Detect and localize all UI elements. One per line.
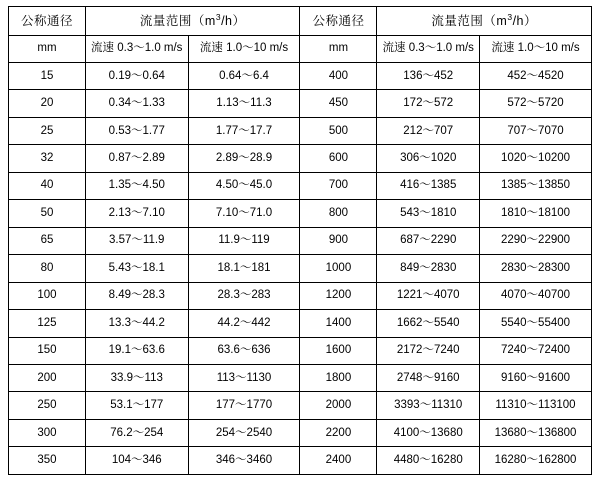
table-header xyxy=(9,7,592,63)
cell-low-left: 3.57～11.9 xyxy=(85,227,188,254)
cell-high-right: 1385～13850 xyxy=(480,172,592,199)
cell-low-left: 1.35～4.50 xyxy=(85,172,188,199)
table-row xyxy=(9,337,592,364)
cell-low-right: 687～2290 xyxy=(377,227,480,254)
cell-low-right: 4480～16280 xyxy=(377,447,480,475)
table-row xyxy=(9,172,592,199)
cell-dn-left: 65 xyxy=(9,227,86,254)
cell-dn-left: 25 xyxy=(9,117,86,144)
cell-high-left: 63.6～636 xyxy=(188,337,300,364)
table-row xyxy=(9,447,592,475)
cell-high-right: 2290～22900 xyxy=(480,227,592,254)
header-unit-mm-left: mm xyxy=(9,36,86,63)
table-row xyxy=(9,392,592,419)
cell-low-right: 2748～9160 xyxy=(377,364,480,391)
cell-low-right: 849～2830 xyxy=(377,255,480,282)
cell-high-left: 28.3～283 xyxy=(188,282,300,309)
cell-dn-left: 40 xyxy=(9,172,86,199)
cell-low-right: 416～1385 xyxy=(377,172,480,199)
cell-dn-right: 1000 xyxy=(300,255,377,282)
cell-low-left: 2.13～7.10 xyxy=(85,200,188,227)
cell-high-right: 7240～72400 xyxy=(480,337,592,364)
cell-dn-right: 450 xyxy=(300,90,377,117)
cell-low-right: 3393～11310 xyxy=(377,392,480,419)
cell-low-right: 1221～4070 xyxy=(377,282,480,309)
table-row xyxy=(9,419,592,446)
cell-high-right: 16280～162800 xyxy=(480,447,592,475)
header-flow-range-right-prefix: 流量范围（m xyxy=(431,13,508,28)
header-row-main xyxy=(9,7,592,36)
table-body xyxy=(9,63,592,475)
header-flow-range-left-sup: 3 xyxy=(215,11,222,22)
table-row xyxy=(9,90,592,117)
table-row xyxy=(9,117,592,144)
table-row xyxy=(9,310,592,337)
cell-dn-left: 32 xyxy=(9,145,86,172)
cell-dn-left: 300 xyxy=(9,419,86,446)
cell-low-right: 136～452 xyxy=(377,63,480,90)
cell-dn-left: 100 xyxy=(9,282,86,309)
cell-dn-right: 1400 xyxy=(300,310,377,337)
cell-high-right: 1810～18100 xyxy=(480,200,592,227)
cell-low-left: 0.53～1.77 xyxy=(85,117,188,144)
header-flow-range-right xyxy=(377,7,592,36)
header-speed-low-right: 流速 0.3～1.0 m/s xyxy=(377,36,480,63)
cell-low-right: 1662～5540 xyxy=(377,310,480,337)
cell-dn-left: 20 xyxy=(9,90,86,117)
cell-dn-left: 80 xyxy=(9,255,86,282)
cell-dn-right: 700 xyxy=(300,172,377,199)
cell-dn-left: 150 xyxy=(9,337,86,364)
cell-low-right: 543～1810 xyxy=(377,200,480,227)
cell-high-right: 452～4520 xyxy=(480,63,592,90)
cell-dn-right: 1800 xyxy=(300,364,377,391)
header-unit-mm-right: mm xyxy=(300,36,377,63)
header-flow-range-left-suffix: /h） xyxy=(221,13,246,28)
cell-high-left: 1.13～11.3 xyxy=(188,90,300,117)
cell-high-left: 177～1770 xyxy=(188,392,300,419)
table-row xyxy=(9,282,592,309)
cell-dn-right: 800 xyxy=(300,200,377,227)
cell-high-left: 44.2～442 xyxy=(188,310,300,337)
cell-low-left: 8.49～28.3 xyxy=(85,282,188,309)
cell-high-right: 1020～10200 xyxy=(480,145,592,172)
table-row xyxy=(9,200,592,227)
table-row xyxy=(9,364,592,391)
cell-high-right: 5540～55400 xyxy=(480,310,592,337)
table-row xyxy=(9,63,592,90)
header-flow-range-left xyxy=(85,7,300,36)
cell-dn-left: 125 xyxy=(9,310,86,337)
cell-low-left: 5.43～18.1 xyxy=(85,255,188,282)
flow-range-table xyxy=(8,6,592,475)
cell-dn-right: 2400 xyxy=(300,447,377,475)
cell-dn-right: 2200 xyxy=(300,419,377,446)
cell-dn-right: 1600 xyxy=(300,337,377,364)
header-nominal-diameter-left: 公称通径 xyxy=(9,7,86,36)
cell-high-right: 13680～136800 xyxy=(480,419,592,446)
cell-dn-left: 350 xyxy=(9,447,86,475)
cell-high-left: 7.10～71.0 xyxy=(188,200,300,227)
header-nominal-diameter-right: 公称通径 xyxy=(300,7,377,36)
cell-low-left: 53.1～177 xyxy=(85,392,188,419)
cell-low-left: 0.87～2.89 xyxy=(85,145,188,172)
cell-dn-right: 900 xyxy=(300,227,377,254)
header-flow-range-right-suffix: /h） xyxy=(512,13,537,28)
cell-high-left: 113～1130 xyxy=(188,364,300,391)
cell-dn-right: 1200 xyxy=(300,282,377,309)
cell-low-left: 13.3～44.2 xyxy=(85,310,188,337)
cell-low-right: 4100～13680 xyxy=(377,419,480,446)
table-row xyxy=(9,227,592,254)
cell-low-right: 212～707 xyxy=(377,117,480,144)
cell-high-left: 2.89～28.9 xyxy=(188,145,300,172)
cell-high-right: 4070～40700 xyxy=(480,282,592,309)
cell-dn-right: 2000 xyxy=(300,392,377,419)
header-flow-range-right-sup: 3 xyxy=(507,11,513,22)
cell-low-right: 172～572 xyxy=(377,90,480,117)
cell-low-left: 33.9～113 xyxy=(85,364,188,391)
header-flow-range-left-prefix: 流量范围（m xyxy=(139,13,216,28)
cell-dn-left: 50 xyxy=(9,200,86,227)
cell-dn-right: 500 xyxy=(300,117,377,144)
table-row xyxy=(9,145,592,172)
cell-dn-left: 15 xyxy=(9,63,86,90)
cell-high-left: 18.1～181 xyxy=(188,255,300,282)
header-row-sub xyxy=(9,36,592,63)
cell-high-left: 0.64～6.4 xyxy=(188,63,300,90)
cell-dn-right: 400 xyxy=(300,63,377,90)
cell-low-left: 104～346 xyxy=(85,447,188,475)
cell-low-left: 76.2～254 xyxy=(85,419,188,446)
cell-low-left: 0.34～1.33 xyxy=(85,90,188,117)
cell-high-right: 572～5720 xyxy=(480,90,592,117)
cell-low-left: 19.1～63.6 xyxy=(85,337,188,364)
cell-high-right: 707～7070 xyxy=(480,117,592,144)
cell-dn-left: 250 xyxy=(9,392,86,419)
cell-dn-right: 600 xyxy=(300,145,377,172)
header-speed-high-right: 流速 1.0～10 m/s xyxy=(480,36,592,63)
cell-dn-left: 200 xyxy=(9,364,86,391)
cell-high-right: 9160～91600 xyxy=(480,364,592,391)
cell-high-left: 11.9～119 xyxy=(188,227,300,254)
cell-low-left: 0.19～0.64 xyxy=(85,63,188,90)
cell-high-left: 4.50～45.0 xyxy=(188,172,300,199)
header-speed-high-left: 流速 1.0～10 m/s xyxy=(188,36,300,63)
table-row xyxy=(9,255,592,282)
header-speed-low-left: 流速 0.3～1.0 m/s xyxy=(85,36,188,63)
cell-high-right: 11310～113100 xyxy=(480,392,592,419)
cell-high-left: 1.77～17.7 xyxy=(188,117,300,144)
cell-low-right: 306～1020 xyxy=(377,145,480,172)
cell-high-right: 2830～28300 xyxy=(480,255,592,282)
cell-high-left: 346～3460 xyxy=(188,447,300,475)
cell-low-right: 2172～7240 xyxy=(377,337,480,364)
cell-high-left: 254～2540 xyxy=(188,419,300,446)
